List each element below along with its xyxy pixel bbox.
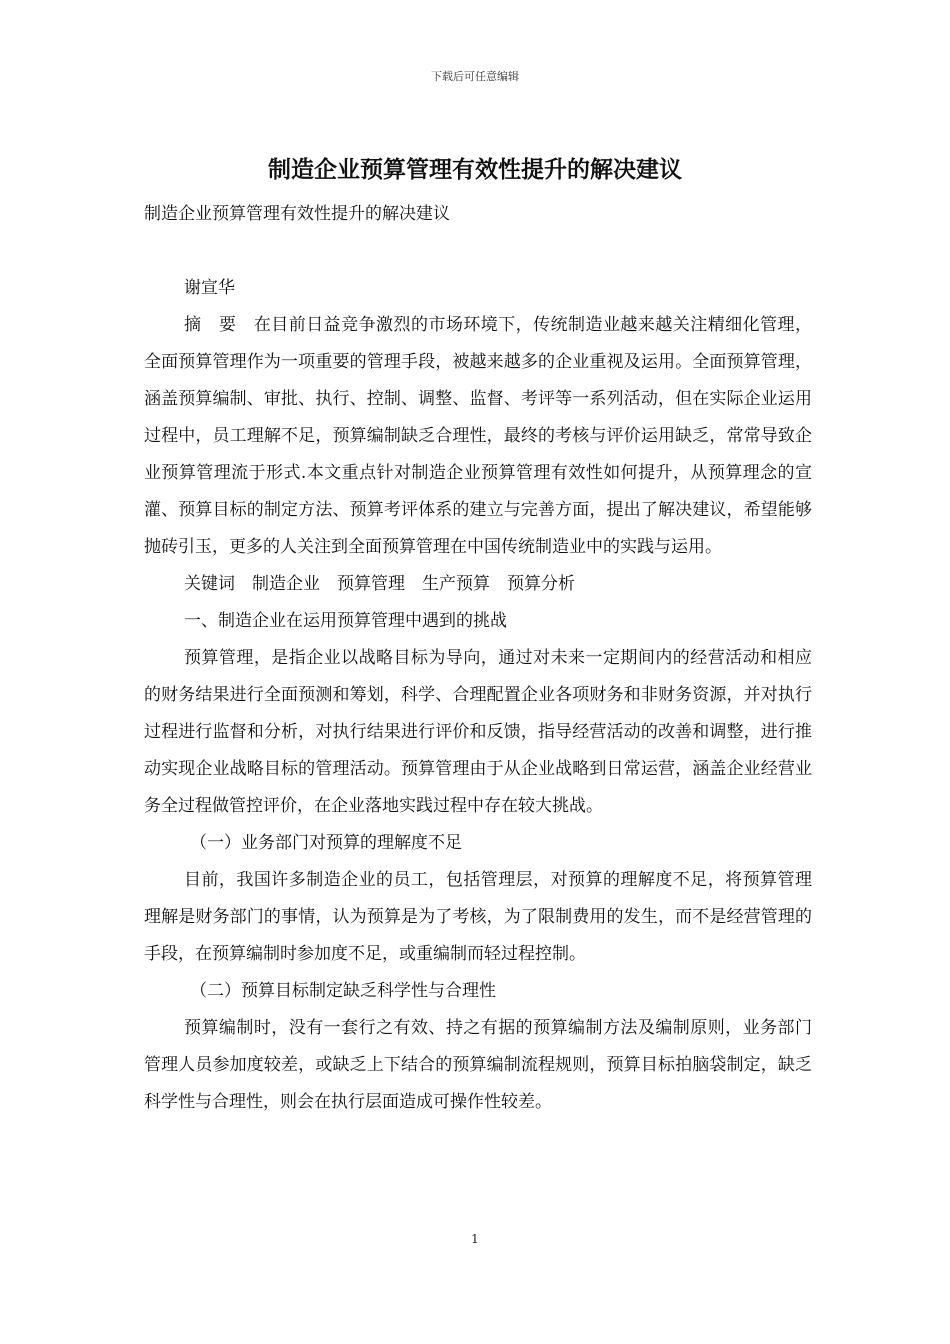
abstract-paragraph: 摘 要 在目前日益竞争激烈的市场环境下，传统制造业越来越关注精细化管理，全面预算管理作为一项重要的管理手段，被越来越多的企业重视及运用。全面预算管理，涵盖预算编制、审批、执行、控制、调整、监督、考评等一系列活动，但在实际企业运用过程中，员工理解不足，预算编制缺乏合理性，最终的考核与评价运用缺乏，常常导致企业预算管理流于形式.本文重点针对制造企业预算管理有效性如何提升，从预算理念的宣灌、预算目标的制定方法、预算考评体系的建立与完善方面，提出了解决建议，希望能够抛砖引玉，更多的人关注到全面预算管理在中国传统制造业中的实践与运用。 bbox=[144, 315, 812, 557]
keywords-line: 关键词 制造企业 预算管理 生产预算 预算分析 bbox=[184, 574, 575, 594]
subsection-heading-understanding: （一）业务部门对预算的理解度不足 bbox=[190, 833, 462, 853]
subsection-paragraph-target-setting: 预算编制时，没有一套行之有效、持之有据的预算编制方法及编制原则，业务部门管理人员参加度较差，或缺乏上下结合的预算编制流程规则，预算目标拍脑袋制定，缺乏科学性与合理性，则会在执行层面造成可操作性较差。 bbox=[144, 1018, 812, 1112]
document-subtitle: 制造企业预算管理有效性提升的解决建议 bbox=[144, 204, 450, 224]
document-body bbox=[144, 196, 812, 1121]
document-title: 制造企业预算管理有效性提升的解决建议 bbox=[268, 156, 682, 183]
page-header-note: 下载后可任意编辑 bbox=[431, 70, 519, 83]
section-heading-challenges: 一、制造企业在运用预算管理中遇到的挑战 bbox=[184, 611, 507, 631]
subsection-paragraph-understanding: 目前，我国许多制造企业的员工，包括管理层，对预算的理解度不足，将预算管理理解是财务部门的事情，认为预算是为了考核，为了限制费用的发生，而不是经营管理的手段，在预算编制时参加度不足，或重编制而轻过程控制。 bbox=[144, 870, 812, 964]
blank-line bbox=[144, 233, 812, 270]
subsection-heading-target-setting: （二）预算目标制定缺乏科学性与合理性 bbox=[190, 981, 496, 1001]
author-name: 谢宣华 bbox=[184, 278, 235, 298]
section-paragraph-challenges: 预算管理，是指企业以战略目标为导向，通过对未来一定期间内的经营活动和相应的财务结果进行全面预测和筹划，科学、合理配置企业各项财务和非财务资源，并对执行过程进行监督和分析，对执行结果进行评价和反馈，指导经营活动的改善和调整，进行推动实现企业战略目标的管理活动。预算管理由于从企业战略到日常运营，涵盖企业经营业务全过程做管控评价，在企业落地实践过程中存在较大挑战。 bbox=[144, 648, 812, 816]
page-number: 1 bbox=[471, 1232, 479, 1246]
